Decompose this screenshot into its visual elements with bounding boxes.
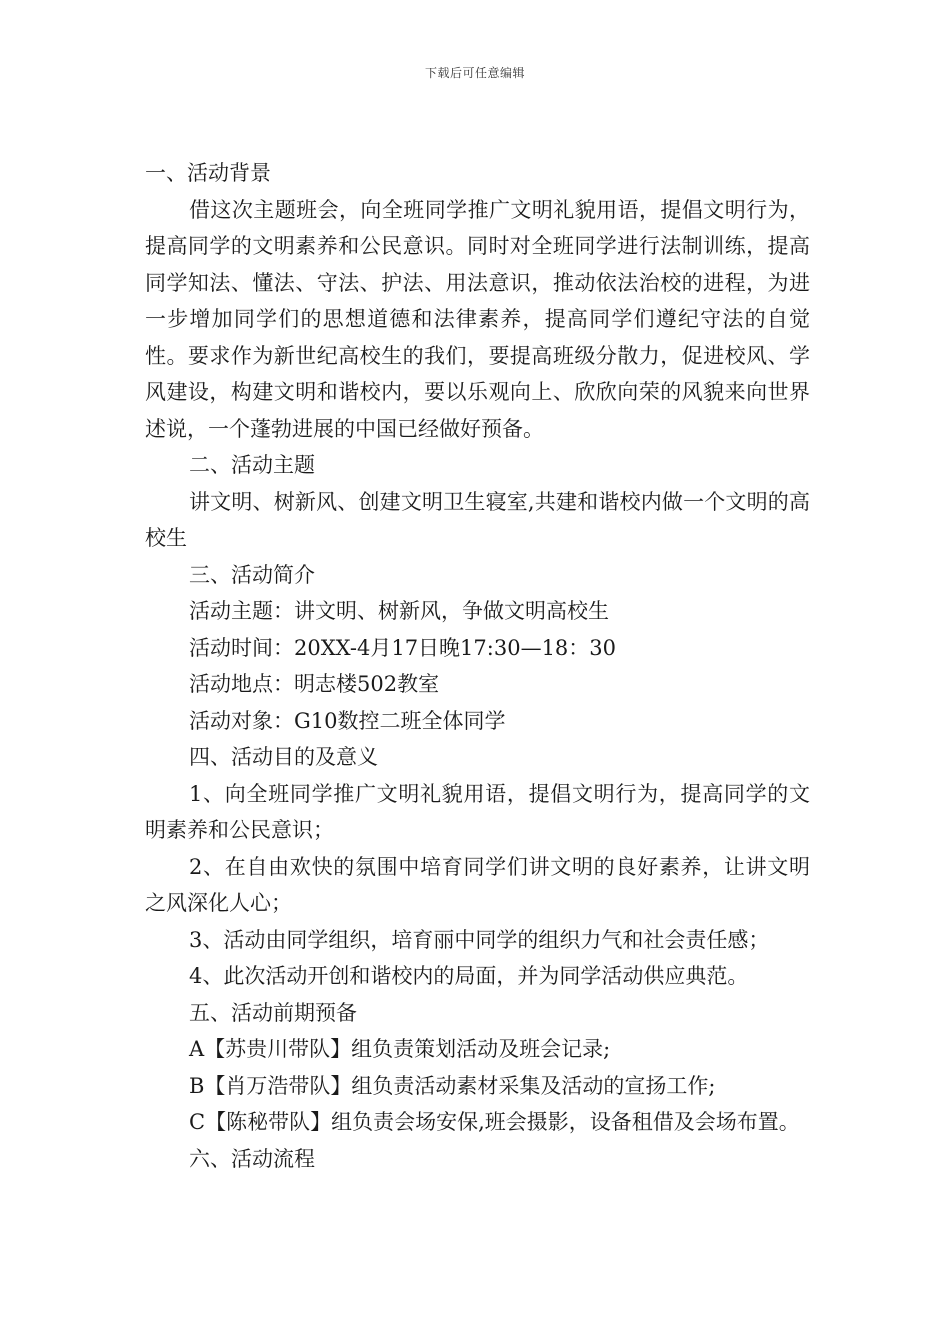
section-2-paragraph: 讲文明、树新风、创建文明卫生寝室,共建和谐校内做一个文明的高校生 [145, 489, 810, 550]
document-body [145, 155, 810, 1177]
team-a-item: A【苏贵川带队】组负责策划活动及班会记录; [189, 1037, 611, 1061]
section-1-heading: 一、活动背景 [145, 161, 271, 185]
section-5-heading: 五、活动前期预备 [189, 1000, 357, 1025]
activity-theme: 活动主题：讲文明、树新风，争做文明高校生 [189, 599, 609, 623]
page-header: 下载后可任意编辑 [424, 66, 525, 80]
activity-place: 活动地点：明志楼502教室 [189, 672, 440, 696]
section-2-heading: 二、活动主题 [189, 453, 315, 477]
purpose-item-2: 2、在自由欢快的氛围中培育同学们讲文明的良好素养，让讲文明之风深化人心； [145, 854, 810, 915]
section-3-heading: 三、活动简介 [189, 562, 315, 587]
activity-time: 活动时间：20XX-4月17日晚17:30—18：30 [189, 635, 617, 660]
purpose-item-3: 3、活动由同学组织，培育丽中同学的组织力气和社会责任感； [189, 927, 770, 952]
activity-target: 活动对象：G10数控二班全体同学 [189, 708, 506, 733]
team-c-item: C【陈秘带队】组负责会场安保,班会摄影，设备租借及会场布置。 [189, 1110, 800, 1134]
section-4-heading: 四、活动目的及意义 [189, 745, 378, 769]
purpose-item-1: 1、向全班同学推广文明礼貌用语，提倡文明行为，提高同学的文明素养和公民意识； [145, 781, 810, 842]
purpose-item-4: 4、此次活动开创和谐校内的局面，并为同学活动供应典范。 [189, 964, 749, 988]
section-1-paragraph: 借这次主题班会，向全班同学推广文明礼貌用语，提倡文明行为，提高同学的文明素养和公民意识。同时对全班同学进行法制训练，提高同学知法、懂法、守法、护法、用法意识，推动依法治校的进程，为进一步增加同学们的思想道德和法律素养，提高同学们遵纪守法的自觉性。要求作为新世纪高校生的我们，要提高班级分散力，促进校风、学风建设，构建文明和谐校内，要以乐观向上、欣欣向荣的风貌来向世界述说，一个蓬勃进展的中国已经做好预备。 [145, 197, 810, 441]
team-b-item: B【肖万浩带队】组负责活动素材采集及活动的宣扬工作; [189, 1073, 716, 1098]
section-6-heading: 六、活动流程 [189, 1146, 315, 1171]
